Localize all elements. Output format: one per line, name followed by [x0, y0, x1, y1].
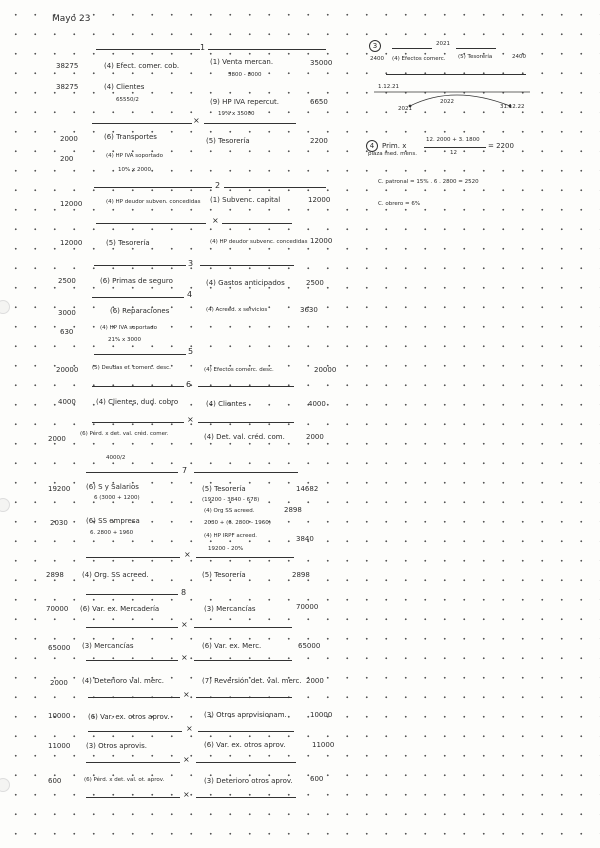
debit-account: (4) HP IVA soportado — [100, 325, 158, 331]
separator — [386, 74, 526, 75]
entry-number: 8 — [181, 588, 187, 597]
separator — [222, 223, 292, 224]
entry-number: 5 — [188, 347, 194, 356]
debit-note: 6 (3000 + 1200) — [94, 495, 140, 501]
credit-amount: 70000 — [296, 603, 319, 611]
credit-account: (4) Gastos anticipados — [206, 279, 285, 287]
separator — [196, 557, 294, 558]
debit-account: (4) Clientes — [104, 83, 145, 91]
debit-amount: 3000 — [58, 309, 76, 317]
binder-hole — [0, 498, 10, 512]
debit-amount: 10000 — [48, 712, 71, 720]
timeline-date-end: 31.12.22 — [500, 104, 525, 110]
separator — [94, 265, 186, 266]
credit-account: (4) Acreed. x servicios — [206, 307, 268, 313]
formula-label: Prim. x — [382, 142, 407, 150]
debit-amount: 2000 — [60, 135, 78, 143]
debit-account: (3) Mercancías — [82, 642, 134, 650]
side-amount: 2400 — [370, 56, 384, 62]
credit-account: (7) Reversión det. val. merc. — [202, 677, 302, 685]
credit-amount: 12000 — [310, 237, 333, 245]
credit-amount: 2000 — [306, 677, 324, 685]
formula-patronal: C. patronal = 15% . 6 . 2800 = 2520 — [378, 179, 479, 185]
separator — [196, 762, 296, 763]
debit-account: (4) HP deudor subven. concedidas — [106, 199, 201, 205]
credit-amount: 35000 — [310, 59, 333, 67]
separator — [198, 386, 294, 387]
debit-amount: 200 — [60, 155, 74, 163]
formula-numerator: 12. 2000 + 3. 1800 — [426, 137, 480, 143]
debit-account: (6) SS empresa — [86, 517, 140, 525]
separator — [198, 422, 294, 423]
credit-note: 19200 - 20% — [208, 546, 244, 552]
separator — [200, 265, 294, 266]
entry-number: 1 — [200, 43, 206, 52]
cross-mark: × — [183, 690, 190, 699]
debit-account: (6) Var. ex. otros aprov. — [88, 713, 170, 721]
timeline-date-start: 1.12.21 — [378, 84, 399, 90]
debit-amount: 2500 — [58, 277, 76, 285]
debit-account: (6) S y Salarios — [86, 483, 139, 491]
separator — [86, 627, 178, 628]
credit-amount: 20000 — [314, 366, 337, 374]
debit-amount: 2898 — [46, 571, 64, 579]
debit-amount: 70000 — [46, 605, 69, 613]
separator — [86, 797, 180, 798]
debit-note: 10% x 2000 — [118, 167, 151, 173]
side-amount: 2400 — [512, 54, 526, 60]
cross-mark: × — [193, 116, 200, 125]
debit-note: 21% x 3000 — [108, 337, 141, 343]
debit-account: (6) Pérd. x det. val. ot. aprov. — [84, 777, 165, 783]
credit-note: 2030 + (6. 2800 - 1960) — [204, 520, 271, 526]
credit-account: (5) Tesorería — [202, 571, 246, 579]
separator — [92, 123, 192, 124]
credit-account: (1) Venta mercan. — [210, 58, 274, 66]
debit-amount: 2030 — [50, 519, 68, 527]
separator — [208, 49, 326, 50]
debit-account: (5) Deudas ef. comerc. desc. — [92, 365, 171, 371]
separator — [88, 697, 180, 698]
credit-account: (5) Tesorería — [206, 137, 250, 145]
debit-amount: 4000 — [58, 398, 76, 406]
credit-amount: 12000 — [308, 196, 331, 204]
debit-note: 65550/2 — [116, 97, 139, 103]
credit-account: (4) Clientes — [206, 400, 247, 408]
debit-amount: 19200 — [48, 485, 71, 493]
debit-amount: 2000 — [48, 435, 66, 443]
credit-account: (9) HP IVA repercut. — [210, 98, 280, 106]
formula-result: = 2200 — [488, 142, 514, 150]
credit-amount: 2500 — [306, 279, 324, 287]
cross-mark: × — [186, 724, 193, 733]
separator — [194, 627, 292, 628]
credit-amount: 11000 — [312, 741, 335, 749]
binder-hole — [0, 300, 10, 314]
debit-amount: 38275 — [56, 83, 79, 91]
debit-amount: 38275 — [56, 62, 79, 70]
credit-note: (19200 - 3840 - 678) — [202, 497, 260, 503]
debit-account: (5) Tesorería — [106, 239, 150, 247]
entry-number: 4 — [187, 290, 193, 299]
credit-account: (3) Mercancías — [204, 605, 256, 613]
separator — [92, 386, 184, 387]
entry-number: 3 — [188, 259, 194, 268]
separator — [196, 797, 296, 798]
debit-amount: 12000 — [60, 239, 83, 247]
separator — [96, 49, 200, 50]
entry-number: 7 — [182, 466, 188, 475]
separator — [96, 223, 206, 224]
credit-amount: 2000 — [306, 433, 324, 441]
debit-account: (4) Efect. comer. cob. — [104, 62, 180, 70]
debit-account: (6) Var. ex. Mercadería — [80, 605, 160, 613]
credit-account: (1) Subvenc. capital — [210, 196, 281, 204]
note-circle: 3 — [369, 40, 381, 52]
credit-account: (4) HP deudor subvenc. concedidas — [210, 239, 308, 245]
cross-mark: × — [183, 790, 190, 799]
separator — [92, 297, 184, 298]
separator — [86, 660, 178, 661]
cross-mark: × — [184, 550, 191, 559]
debit-note: 6. 2800 + 1960 — [90, 530, 134, 536]
credit-amount: 65000 — [298, 642, 321, 650]
debit-account: (4) HP IVA soportado — [106, 153, 164, 159]
side-year: 2021 — [436, 41, 450, 47]
separator — [86, 762, 180, 763]
timeline-date-mid: 2021 — [398, 106, 412, 112]
credit-note: 5800 - 8000 — [228, 72, 262, 78]
formula-obrero: C. obrero = 6% — [378, 201, 421, 207]
credit-amount: 2898 — [284, 506, 302, 514]
cross-mark: × — [181, 653, 188, 662]
separator — [94, 354, 186, 355]
separator — [198, 731, 294, 732]
cross-mark: × — [187, 415, 194, 424]
separator — [204, 123, 296, 124]
debit-account: (4) Deterioro val. merc. — [82, 677, 164, 685]
separator — [194, 472, 298, 473]
entry-number: 2 — [215, 181, 221, 190]
credit-account: (5) Tesorería — [202, 485, 246, 493]
page-title: Mayo 23 — [52, 14, 91, 24]
debit-amount: 12000 — [60, 200, 83, 208]
separator — [86, 557, 180, 558]
separator — [94, 187, 212, 188]
formula-note: plaza med. mens. — [368, 151, 417, 157]
entry-number: 6 — [186, 380, 192, 389]
debit-account: (6) Transportes — [104, 133, 157, 141]
debit-amount: 11000 — [48, 742, 71, 750]
debit-amount: 2000 — [50, 679, 68, 687]
credit-amount: 600 — [310, 775, 324, 783]
side-heading: (4) Efectos comerc. — [392, 56, 446, 62]
debit-note: 4000/2 — [106, 455, 126, 461]
formula-denominator: 12 — [450, 150, 457, 156]
credit-account: (4) HP IRPF acreed. — [204, 533, 257, 539]
credit-account: (3) Otros aprovisionam. — [204, 711, 287, 719]
fraction-bar — [424, 147, 486, 148]
separator — [196, 697, 292, 698]
debit-amount: 20000 — [56, 366, 79, 374]
credit-amount: 14682 — [296, 485, 319, 493]
credit-amount: 3840 — [296, 535, 314, 543]
credit-account: (4) Efectos comerc. desc. — [204, 367, 274, 373]
side-heading: (5) Tesorería — [458, 54, 493, 60]
credit-account: (4) Org SS acreed. — [204, 508, 255, 514]
credit-account: (4) Det. val. créd. com. — [204, 433, 285, 441]
credit-amount: 10000 — [310, 711, 333, 719]
separator — [456, 48, 496, 49]
credit-amount: 3630 — [300, 306, 318, 314]
separator — [86, 472, 178, 473]
cross-mark: × — [181, 620, 188, 629]
cross-mark: × — [183, 755, 190, 764]
separator — [194, 660, 292, 661]
binder-hole — [0, 778, 10, 792]
separator — [392, 48, 432, 49]
debit-account: (6) Pérd. x det. val. créd. comer. — [80, 431, 169, 437]
credit-amount: 2200 — [310, 137, 328, 145]
credit-account: (3) Deterioro otros aprov. — [204, 777, 293, 785]
credit-amount: 2898 — [292, 571, 310, 579]
credit-note: 19% x 35000 — [218, 111, 255, 117]
cross-mark: × — [212, 216, 219, 225]
separator — [86, 594, 178, 595]
debit-amount: 630 — [60, 328, 74, 336]
debit-account: (6) Reparaciones — [110, 307, 170, 315]
debit-amount: 65000 — [48, 644, 71, 652]
credit-amount: 4000 — [308, 400, 326, 408]
separator — [224, 187, 326, 188]
credit-account: (6) Var. ex. Merc. — [202, 642, 262, 650]
debit-account: (4) Org. SS acreed. — [82, 571, 149, 579]
debit-account: (3) Otros aprovis. — [86, 742, 147, 750]
note-circle: 4 — [366, 140, 378, 152]
debit-amount: 600 — [48, 777, 62, 785]
debit-account: (4) Clientes, dud. cobro — [96, 398, 179, 406]
debit-account: (6) Primas de seguro — [100, 277, 173, 285]
credit-amount: 6650 — [310, 98, 328, 106]
credit-account: (6) Var. ex. otros aprov. — [204, 741, 286, 749]
separator — [88, 731, 182, 732]
timeline-year: 2022 — [440, 99, 454, 105]
separator — [92, 422, 184, 423]
